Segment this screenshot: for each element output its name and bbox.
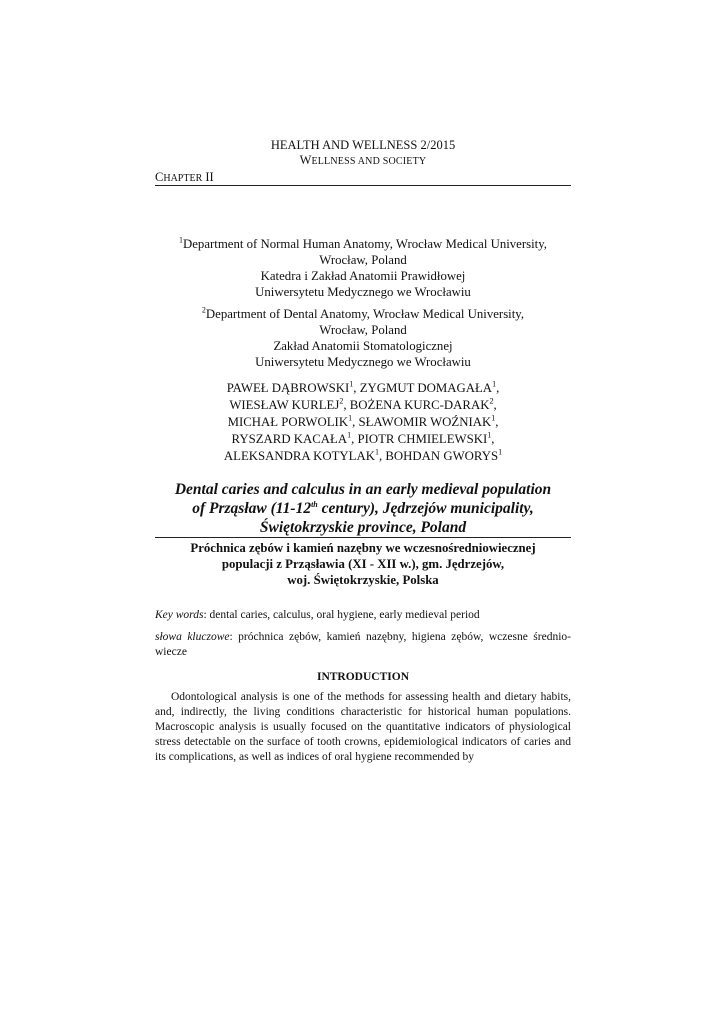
section-title: WELLNESS AND SOCIETY: [299, 153, 427, 167]
keywords: Key words: dental caries, calculus, oral hygiene, early medieval period: [155, 609, 480, 621]
author-name: MICHAŁ PORWOLIK: [227, 415, 349, 429]
chapter-label: CHAPTER II: [155, 170, 214, 184]
author-name: BOHDAN GWORYS: [385, 449, 499, 463]
title-divider: [155, 537, 571, 538]
author-name: PIOTR CHMIELEWSKI: [357, 432, 488, 446]
author-name: BOŻENA KURC-DARAK: [349, 398, 490, 412]
article-title-polish: Próchnica zębów i kamień nazębny we wczesnośredniowiecznej populacji z Prząsławia (XI - XII w.), gm. Jędrzejów, woj. Świętokrzyskie, Polska: [190, 541, 536, 587]
keywords-polish: słowa kluczowe: próchnica zębów, kamień nazębny, higiena zębów, wczesne średnio-wiecze: [155, 631, 571, 658]
introduction-paragraph: Odontological analysis is one of the methods for assessing health and dietary habits, and, indirectly, the living conditions characteristic for historical human populations. Macroscopic analysis is usually focused on the quantitative indicators of physiological stress detectable on the surface of tooth crowns, epidemiological indicators of caries and its complications, as well as indices of oral hygiene recommended by: [155, 691, 571, 763]
affiliation-2: $^2$Department of Dental Anatomy, Wrocław Medical University, Wrocław, Poland Zakład Anatomii Stomatologicznej Uniwersytetu Medycznego we Wrocławiu: [201, 305, 525, 369]
section-heading-introduction: INTRODUCTION: [316, 671, 409, 683]
author-name: ALEKSANDRA KOTYLAK: [223, 449, 375, 463]
journal-title: HEALTH AND WELLNESS 2/2015: [270, 138, 456, 152]
header-divider: [155, 185, 571, 186]
author-name: SŁAWOMIR WOŹNIAK: [358, 415, 492, 429]
author-name: ZYGMUT DOMAGAŁA: [359, 381, 493, 395]
author-list: PAWEŁ DĄBROWSKI$^1$, ZYGMUT DOMAGAŁA$^1$, WIESŁAW KURLEJ$^2$, BOŻENA KURC-DARAK$^2$, MICHAŁ PORWOLIK$^1$, SŁAWOMIR WOŹNIAK$^1$, RYSZARD KACAŁA$^1$, PIOTR CHMIELEWSKI$^1$, ALEKSANDRA KOTYLAK$^1$, BOHDAN GWORYS$^1$: [223, 379, 503, 463]
author-name: PAWEŁ DĄBROWSKI: [226, 381, 350, 395]
affiliations: [155, 236, 571, 376]
affiliation-1: $^1$Department of Normal Human Anatomy, Wrocław Medical University, Wrocław, Poland Katedra i Zakład Anatomii Prawidłowej Uniwersytetu Medycznego we Wrocławiu: [179, 235, 547, 299]
author-name: WIESŁAW KURLEJ: [229, 398, 340, 412]
article-title: Dental caries and calculus in an early medieval population of Prząsław (11-12th century), Jędrzejów municipality, Świętokrzyskie province, Poland: [174, 481, 552, 536]
author-name: RYSZARD KACAŁA: [231, 432, 348, 446]
journal-header: [155, 138, 571, 169]
